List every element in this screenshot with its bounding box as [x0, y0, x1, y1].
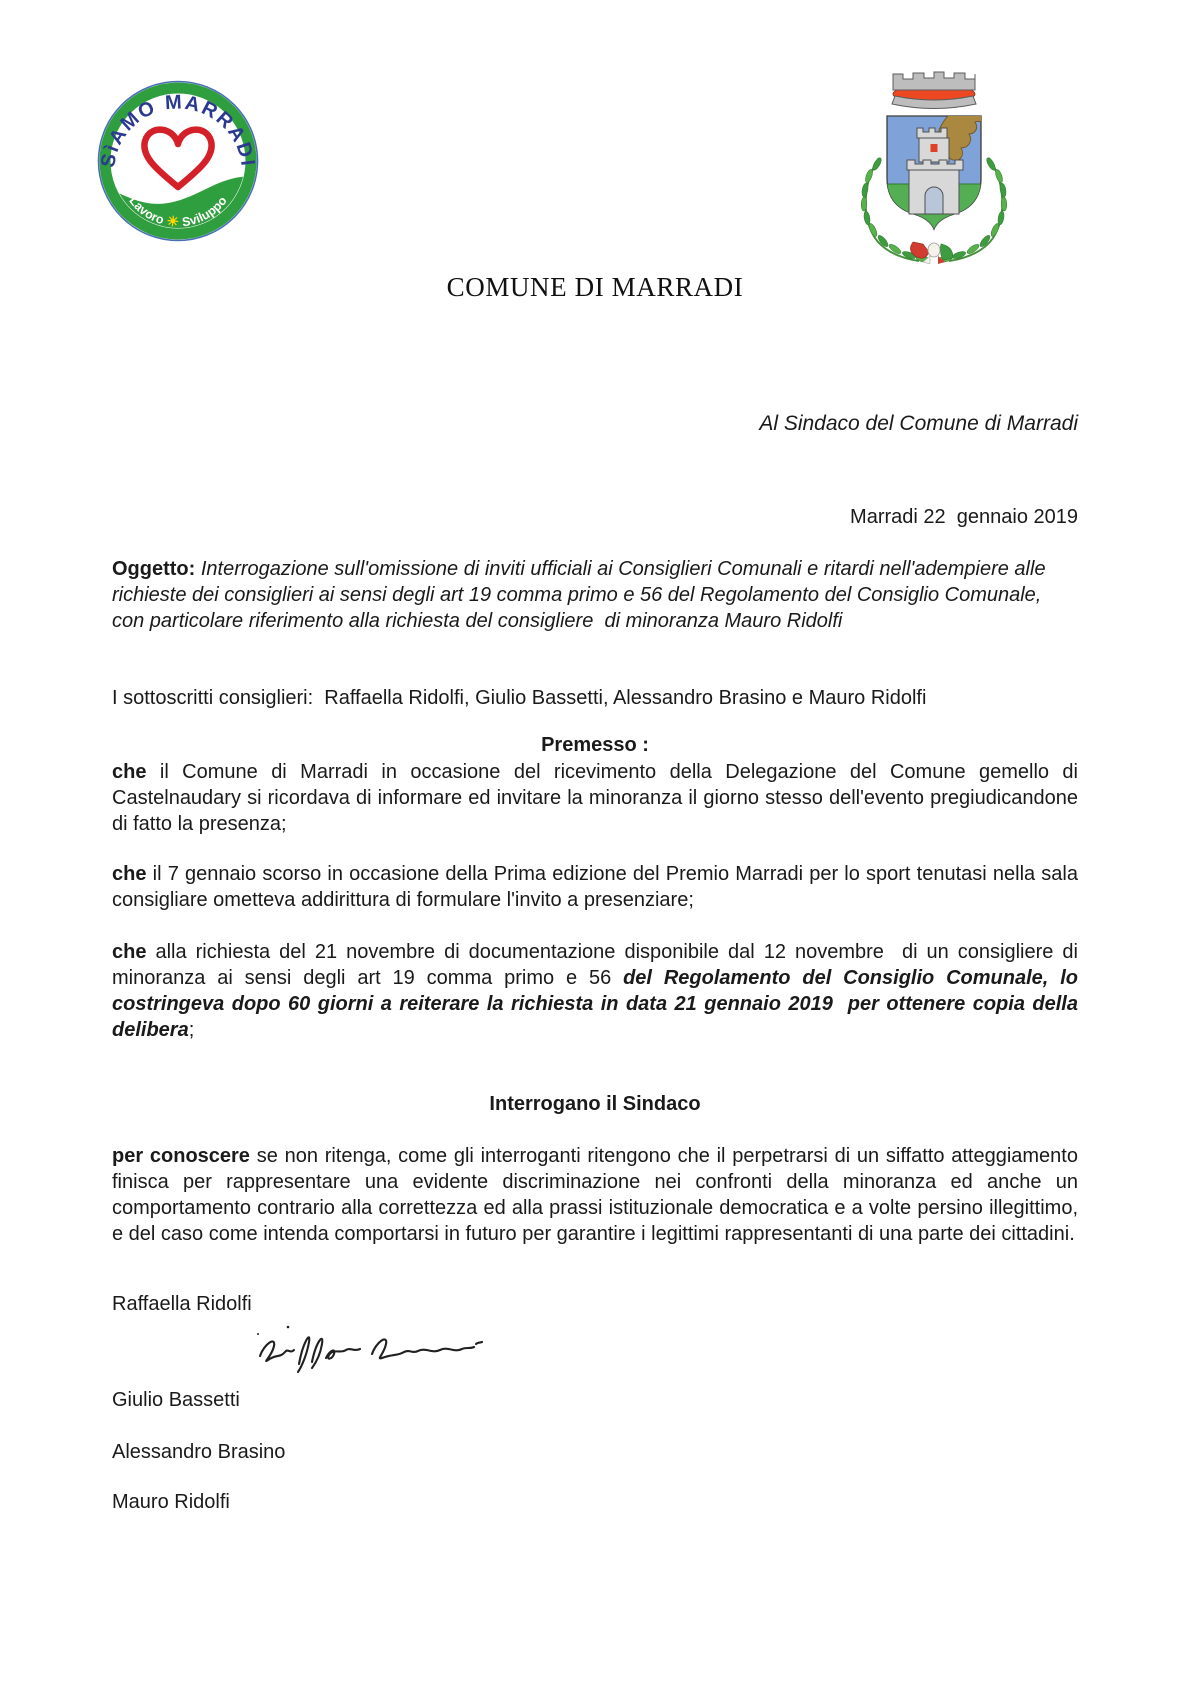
subject-paragraph	[112, 556, 1078, 634]
request-text: se non ritenga, come gli interroganti ritengono che il perpetrarsi di un siffatto atteggiamento finisca per rappresentare una evidente discriminazione nei confronti della minoranza ed anche un comportamento contrario alla correttezza ed alla prassi istituzionale democratica e a volte persino illegittimo, e del caso come intenda comportarsi in futuro per garantire i legittimi rappresentanti di una parte dei cittadini.	[112, 1145, 1078, 1245]
request-lead: per conoscere	[112, 1145, 250, 1167]
signatories-line: I sottoscritti consiglieri: Raffaella Ridolfi, Giulio Bassetti, Alessandro Brasino e Mauro Ridolfi	[112, 687, 927, 709]
subject-label: Oggetto:	[112, 558, 196, 580]
premise-paragraph-1	[112, 759, 1078, 837]
premise-heading: Premesso :	[541, 734, 649, 756]
premise-2-text: il 7 gennaio scorso in occasione della Prima edizione del Premio Marradi per lo sport tenutasi nella sala consigliare ometteva addirittura di formulare l'invito a presenziare;	[112, 863, 1078, 911]
sun-icon: ☀	[165, 212, 180, 230]
mural-crown-icon	[892, 72, 976, 109]
premise-3-tail: ;	[188, 1019, 195, 1041]
logo-motto-text: Lavoro☀Sviluppo	[126, 193, 230, 230]
interrogation-heading: Interrogano il Sindaco	[489, 1093, 701, 1115]
signer-name-mauro: Mauro Ridolfi	[112, 1491, 230, 1513]
dateline: Marradi 22 gennaio 2019	[850, 506, 1078, 528]
logo-arc-text: SìAMO MARRADI	[97, 91, 259, 170]
recipient-line: Al Sindaco del Comune di Marradi	[759, 412, 1078, 435]
premise-paragraph-3	[112, 939, 1078, 1043]
premise-3-text: alla richiesta del 21 novembre di documentazione disponibile dal 12 novembre di un consigliere di minoranza ai sensi degli art 19 comma primo e 56	[112, 941, 1078, 989]
signer-name-raffaella: Raffaella Ridolfi	[112, 1293, 252, 1315]
premise-3-lead: che	[112, 941, 147, 963]
siamo-marradi-logo	[97, 80, 259, 242]
signer-name-giulio: Giulio Bassetti	[112, 1389, 240, 1411]
premise-1-text: il Comune di Marradi in occasione del ricevimento della Delegazione del Comune gemello di Castelnaudary si ricordava di informare ed invitare la minoranza il giorno stesso dell'evento pregiudicandone di fatto la presenza;	[112, 761, 1078, 835]
marradi-coat-of-arms	[843, 66, 1025, 264]
premise-paragraph-2	[112, 861, 1078, 913]
premise-3-emphasis: del Regolamento del Consiglio Comunale, lo costringeva dopo 60 giorni a reiterare la richiesta in data 21 gennaio 2019 per ottenere copia della delibera	[112, 967, 1078, 1041]
request-paragraph	[112, 1143, 1078, 1247]
signer-name-alessandro: Alessandro Brasino	[112, 1441, 286, 1463]
premise-1-lead: che	[112, 761, 147, 783]
tower-window	[931, 144, 938, 152]
page-title: COMUNE DI MARRADI	[446, 272, 744, 302]
shield	[887, 95, 999, 236]
premise-2-lead: che	[112, 863, 147, 885]
signature-raffaella-ridolfi	[252, 1318, 484, 1382]
subject-text: Interrogazione sull'omissione di inviti ufficiali ai Consiglieri Comunali e ritardi nell'adempiere alle richieste dei consiglieri ai sensi degli art 19 comma primo e 56 del Regolamento del Consiglio Comunale, con particolare riferimento alla richiesta del consigliere di minoranza Mauro Ridolfi	[112, 558, 1046, 632]
